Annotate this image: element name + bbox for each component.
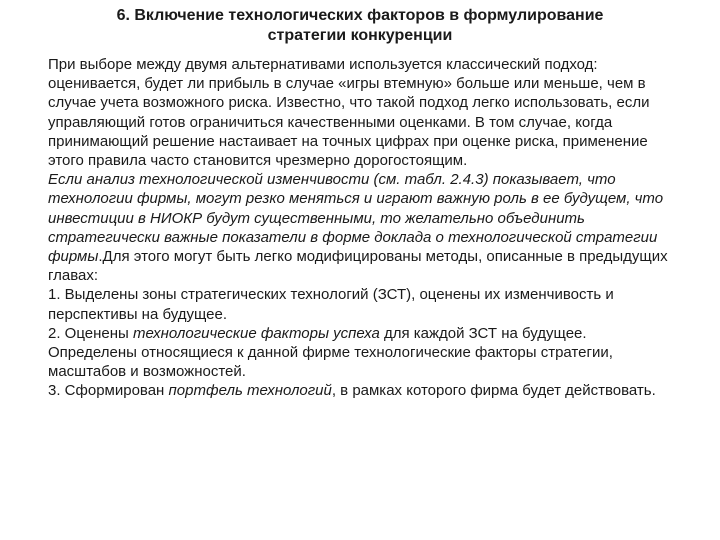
list-item-3-prefix: 3. Сформирован	[48, 382, 169, 400]
list-item-3-italic: портфель технологий	[168, 382, 332, 400]
slide-title-line-1: 6. Включение технологических факторов в формулирование	[116, 7, 604, 24]
paragraph-analysis-italic: Если анализ технологической изменчивости (см. табл. 2.4.3) показывает, что технологии фирмы, могут резко меняться и играют важную роль в ее будущем, что инвестиции в НИОКР будут существенными, то желательно объединить стратегически важные показатели в форме доклада о технологической стратегии фирмы	[48, 171, 664, 266]
list-item-2	[48, 324, 672, 382]
list-item-2-prefix: 2. Оценены	[48, 324, 133, 342]
list-item-3	[48, 381, 672, 400]
slide-title	[60, 6, 660, 46]
paragraph-analysis	[48, 170, 672, 285]
list-item-3-suffix: , в рамках которого фирма будет действовать.	[331, 382, 656, 400]
list-item-2-italic: технологические факторы успеха	[132, 324, 380, 342]
paragraph-intro: При выборе между двумя альтернативами используется классический подход: оценивается, будет ли прибыль в случае «игры втемную» больше или меньше, чем в случае учета возможного риска. Известно, что такой подход легко использовать, если управляющий готов ограничиться качественными оценками. В том случае, когда принимающий решение настаивает на точных цифрах при оценке риска, применение этого правила часто становится чрезмерно дорогостоящим.	[48, 56, 650, 170]
slide-title-line-2: стратегии конкуренции	[267, 27, 453, 44]
slide-body	[48, 55, 672, 401]
list-item-2-suffix: для каждой ЗСТ на будущее. Определены относящиеся к данной фирме технологические факторы стратегии, масштабов и возможностей.	[48, 324, 613, 381]
paragraph-analysis-normal: .Для этого могут быть легко модифицированы методы, описанные в предыдущих главах:	[48, 248, 668, 285]
list-item-1: 1. Выделены зоны стратегических технологий (ЗСТ), оценены их изменчивость и перспективы на будущее.	[48, 286, 614, 323]
